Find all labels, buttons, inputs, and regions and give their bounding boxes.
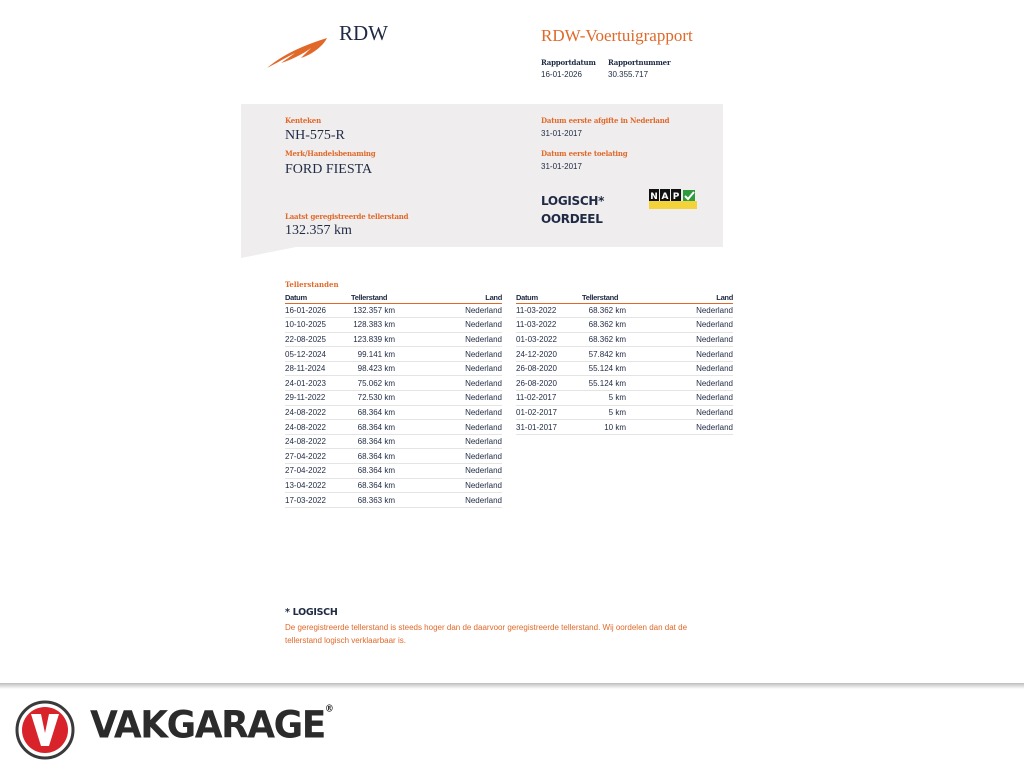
readings-table-right [516, 292, 733, 435]
cell-date: 13-04-2022 [285, 478, 347, 493]
table-row [285, 376, 502, 391]
col-km: Tellerstand [347, 292, 395, 303]
cell-land: Nederland [395, 449, 502, 464]
cell-land: Nederland [395, 361, 502, 376]
cell-km: 75.062 km [347, 376, 395, 391]
cell-km: 57.842 km [578, 347, 626, 362]
col-km: Tellerstand [578, 292, 626, 303]
make-label: Merk/Handelsbenaming [285, 149, 376, 158]
first-nl-label: Datum eerste afgifte in Nederland [541, 116, 670, 125]
cell-date: 26-08-2020 [516, 361, 578, 376]
cell-date: 24-08-2022 [285, 405, 347, 420]
table-row [285, 464, 502, 479]
cell-km: 68.364 km [347, 405, 395, 420]
table-row [285, 493, 502, 508]
cell-km: 123.839 km [347, 332, 395, 347]
nap-letter-a: A [661, 192, 669, 202]
table-row [285, 434, 502, 449]
table-row [285, 449, 502, 464]
cell-land: Nederland [626, 332, 733, 347]
cell-land: Nederland [395, 303, 502, 318]
cell-land: Nederland [626, 318, 733, 333]
cell-km: 10 km [578, 420, 626, 435]
plate-value: NH-575-R [285, 128, 345, 143]
report-date-label: Rapportdatum [541, 58, 596, 67]
cell-km: 68.364 km [347, 464, 395, 479]
table-row [285, 391, 502, 406]
cell-date: 24-12-2020 [516, 347, 578, 362]
cell-date: 11-02-2017 [516, 391, 578, 406]
cell-km: 132.357 km [347, 303, 395, 318]
cell-km: 98.423 km [347, 361, 395, 376]
report-title: RDW-Voertuigrapport [541, 26, 693, 45]
verdict-line-2: OORDEEL [541, 212, 603, 226]
registered-mark: ® [324, 703, 334, 715]
table-row [516, 391, 733, 406]
table-row [285, 361, 502, 376]
report-date [541, 58, 596, 79]
table-row [285, 420, 502, 435]
last-odometer-value: 132.357 km [285, 223, 352, 238]
cell-km: 68.364 km [347, 478, 395, 493]
table-row [516, 376, 733, 391]
cell-date: 24-08-2022 [285, 434, 347, 449]
cell-land: Nederland [395, 376, 502, 391]
cell-date: 24-01-2023 [285, 376, 347, 391]
cell-km: 72.530 km [347, 391, 395, 406]
vakgarage-text: VAKGARAGE [90, 703, 325, 748]
cell-land: Nederland [395, 347, 502, 362]
cell-km: 5 km [578, 391, 626, 406]
cell-land: Nederland [626, 391, 733, 406]
readings-table-left [285, 292, 502, 508]
panel-notch [241, 246, 301, 258]
first-admission-value: 31-01-2017 [541, 162, 582, 171]
cell-land: Nederland [395, 434, 502, 449]
rdw-report [241, 0, 741, 686]
last-odometer-label: Laatst geregistreerde tellerstand [285, 212, 409, 221]
cell-km: 55.124 km [578, 376, 626, 391]
nap-letter-p: P [672, 192, 680, 202]
col-land: Land [626, 292, 733, 303]
cell-km: 68.364 km [347, 449, 395, 464]
col-land: Land [395, 292, 502, 303]
odometer-verdict [541, 192, 604, 228]
first-nl-value: 31-01-2017 [541, 129, 582, 138]
cell-km: 68.362 km [578, 303, 626, 318]
table-row [516, 420, 733, 435]
cell-land: Nederland [395, 318, 502, 333]
footer-divider [0, 683, 1024, 689]
cell-land: Nederland [395, 405, 502, 420]
cell-km: 68.362 km [578, 332, 626, 347]
table-row [516, 361, 733, 376]
table-header-row [285, 292, 502, 303]
cell-land: Nederland [626, 361, 733, 376]
cell-date: 01-03-2022 [516, 332, 578, 347]
footnote-title: * LOGISCH [285, 607, 338, 618]
cell-km: 68.364 km [347, 420, 395, 435]
cell-date: 26-08-2020 [516, 376, 578, 391]
cell-land: Nederland [395, 391, 502, 406]
rdw-feather-logo [265, 34, 331, 70]
table-row [516, 405, 733, 420]
cell-date: 05-12-2024 [285, 347, 347, 362]
table-row [285, 303, 502, 318]
report-number-label: Rapportnummer [608, 58, 671, 67]
plate-label: Kenteken [285, 116, 321, 125]
cell-date: 10-10-2025 [285, 318, 347, 333]
col-date: Datum [516, 292, 578, 303]
cell-date: 31-01-2017 [516, 420, 578, 435]
table-row [285, 478, 502, 493]
nap-check-icon [649, 189, 697, 209]
cell-km: 68.364 km [347, 434, 395, 449]
table-row [516, 318, 733, 333]
vakgarage-logo-icon [14, 700, 76, 760]
cell-km: 128.383 km [347, 318, 395, 333]
footnote-text: De geregistreerde tellerstand is steeds hoger dan de daarvoor geregistreerde tellerstand. Wij oordelen dan dat de tellerstand logisch verklaarbaar is. [285, 623, 688, 645]
cell-date: 11-03-2022 [516, 318, 578, 333]
readings-title: Tellerstanden [285, 280, 339, 289]
cell-land: Nederland [395, 464, 502, 479]
cell-date: 27-04-2022 [285, 449, 347, 464]
cell-km: 68.362 km [578, 318, 626, 333]
table-row [285, 318, 502, 333]
cell-date: 22-08-2025 [285, 332, 347, 347]
cell-date: 01-02-2017 [516, 405, 578, 420]
cell-km: 5 km [578, 405, 626, 420]
cell-date: 29-11-2022 [285, 391, 347, 406]
cell-date: 24-08-2022 [285, 420, 347, 435]
cell-land: Nederland [626, 303, 733, 318]
table-row [516, 347, 733, 362]
vakgarage-brand [90, 704, 334, 747]
table-row [285, 347, 502, 362]
cell-land: Nederland [626, 405, 733, 420]
first-admission-label: Datum eerste toelating [541, 149, 628, 158]
cell-km: 99.141 km [347, 347, 395, 362]
cell-land: Nederland [395, 332, 502, 347]
col-date: Datum [285, 292, 347, 303]
cell-date: 17-03-2022 [285, 493, 347, 508]
cell-land: Nederland [395, 493, 502, 508]
verdict-line-1: LOGISCH* [541, 194, 605, 208]
cell-km: 68.363 km [347, 493, 395, 508]
table-row [516, 332, 733, 347]
cell-land: Nederland [626, 376, 733, 391]
nap-letter-n: N [650, 192, 658, 202]
cell-date: 28-11-2024 [285, 361, 347, 376]
cell-land: Nederland [626, 347, 733, 362]
cell-land: Nederland [626, 420, 733, 435]
table-header-row [516, 292, 733, 303]
report-number-value: 30.355.717 [608, 70, 649, 79]
table-row [285, 405, 502, 420]
make-value: FORD FIESTA [285, 162, 373, 177]
cell-date: 27-04-2022 [285, 464, 347, 479]
report-date-value: 16-01-2026 [541, 70, 582, 79]
table-row [285, 332, 502, 347]
rdw-brand: RDW [339, 21, 388, 45]
report-number [608, 58, 670, 79]
cell-km: 55.124 km [578, 361, 626, 376]
cell-date: 11-03-2022 [516, 303, 578, 318]
cell-land: Nederland [395, 478, 502, 493]
cell-date: 16-01-2026 [285, 303, 347, 318]
cell-land: Nederland [395, 420, 502, 435]
table-row [516, 303, 733, 318]
